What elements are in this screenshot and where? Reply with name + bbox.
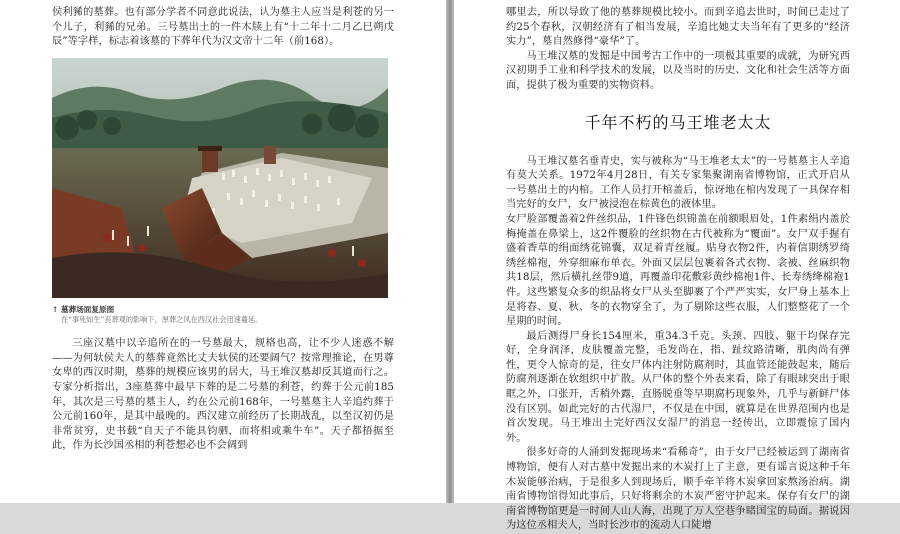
- paragraph-top: 侯利豨的墓葬。也有部分学者不同意此说法，认为墓主人应当是利苍的另一个儿子，利豨的兄弟。三号墓出土的一件木牍上有“十二年十二月乙巳朔戊辰”等字样，标志着该墓的下葬年代为汉文帝十二年（前168）。: [52, 7, 394, 48]
- caption-text: 在“事死如生”丧葬观的影响下，厚葬之风在西汉社会迅速蔓延。: [61, 314, 263, 324]
- page-gutter: [446, 0, 454, 503]
- caption-marker-icon: ↑: [52, 304, 59, 314]
- left-page: [0, 0, 446, 503]
- paragraph-1: 哪里去，所以导致了他的墓葬规模比较小。而到辛追去世时，时间已走过了约25个春秋，汉朝经济有了相当发展，辛追比她丈夫当年有了更多的“经济实力”，墓自然修得“豪华”了。: [506, 7, 850, 48]
- paragraph-2: 马王堆汉墓的发掘是中国考古工作中的一项极其重要的成就，为研究西汉初期手工业和科学技术的发展，以及当时的历史、文化和社会生活等方面面，提供了极为重要的实物资料。: [506, 50, 850, 91]
- paragraph-6: 很多好奇的人涌到发掘现场来“看稀奇”，由于女尸已经被运到了湖南省博物馆，便有人对古墓中发掘出来的木炭打上了主意，更有谣言说这种千年木炭能够治病，于是很多人到现场后，顺手牵羊将木炭拿回家熬汤治病。湖南省博物馆得知此事后，只好将剩余的木炭严密守护起来。保存有女尸的湖南省博物馆更是一时间人山人海，出现了万人空巷争睹国宝的局面。据说因为这位丞相夫人，当时长沙市的流动人口陡增: [506, 447, 850, 532]
- figure-caption: [52, 304, 394, 326]
- section-title: 千年不朽的马王堆老太太: [584, 112, 772, 132]
- paragraph-bottom: 三座汉墓中以辛追所在的一号墓最大，规格也高，让不少人迷惑不解——为何轪侯夫人的墓葬竟然比丈夫轪侯的还要阔气？按常理推论，在男尊女卑的西汉时期，墓葬的规模应该男的居大，马王堆汉墓却反其道而行之。专家分析指出，3座墓葬中最早下葬的是二号墓的利苍，约葬于公元前185年，其次是三号墓的墓主人，约在公元前168年，一号墓墓主人辛追约葬于公元前160年，是其中最晚的。西汉建立前经历了长期战乱，以至汉初仍是非常贫穷，史书载“自天子不能具钧驷，而将相或乘牛车”。天子都捂据至此，作为长沙国丞相的利苍想必也不会阔到: [52, 338, 394, 452]
- caption-title: 墓葬场面复原图: [61, 304, 115, 314]
- tomb-scene-image: [52, 58, 388, 298]
- paragraph-5: 最后测得尸身长154厘米，重34.3千克。头颈、四肢、躯干均保存完好，全身润泽，皮肤覆盖完整，毛发尚在，指、趾纹路清晰，肌肉尚有弹性，更令人惊奇的是，往女尸体内注射防腐剂时，其血管还能鼓起来，随后防腐剂逐渐在软组织中扩散。从尸体的整个外表来看，除了有眼球突出于眼眶之外，口张开，舌稍外露，直肠脱垂等早期腐朽现象外，几乎与新鲜尸体没有区别。如此完好的古代湿尸，不仅是在中国，就算是在世界范围内也是首次发现。马王堆出土完好西汉女湿尸的消息一经传出，立即震惊了国内外。: [506, 330, 850, 444]
- tomb-scene-illustration: [52, 58, 388, 298]
- right-page: [454, 0, 900, 532]
- paragraph-3: 马王堆汉墓名垂青史，实与被称为“马王堆老太太”的一号墓墓主人辛追有莫大关系。1972年4月28日，有关专家集聚湖南省博物馆，正式开启从一号墓出土的内棺。工作人员打开棺盖后，惊讶地在棺内发现了一具保存相当完好的女尸，女尸被浸泡在棕黄色的液体里。: [506, 155, 850, 211]
- paragraph-4: 女尸脸部覆盖着2件丝织品，1件锋色织锦盖在前额眼眉处，1件素绢内盖於梅掩盖在鼻梁上，这2件覆脸的丝织物在古代被称为“覆面”。女尸双手握有盛着香草的绢面绣花锦囊，双足着青丝履。贴身衣物2件，内着信期绣罗绮绣丝棉袍，外穿细麻布单衣。外面又层层包裹着各式衣物、衾被、丝麻织物共18层，然后横扎丝带9道，再覆盖印花敷彩黄纱棉袍1件、长寿绣绛棉袍1件。这些繁复众多的织品将女尸从头至脚裹了个严严实实，女尸身上基本上是将春、夏、秋、冬的衣物穿全了，为了剔除这些衣服，人们整整花了一个星期的时间。: [506, 213, 850, 328]
